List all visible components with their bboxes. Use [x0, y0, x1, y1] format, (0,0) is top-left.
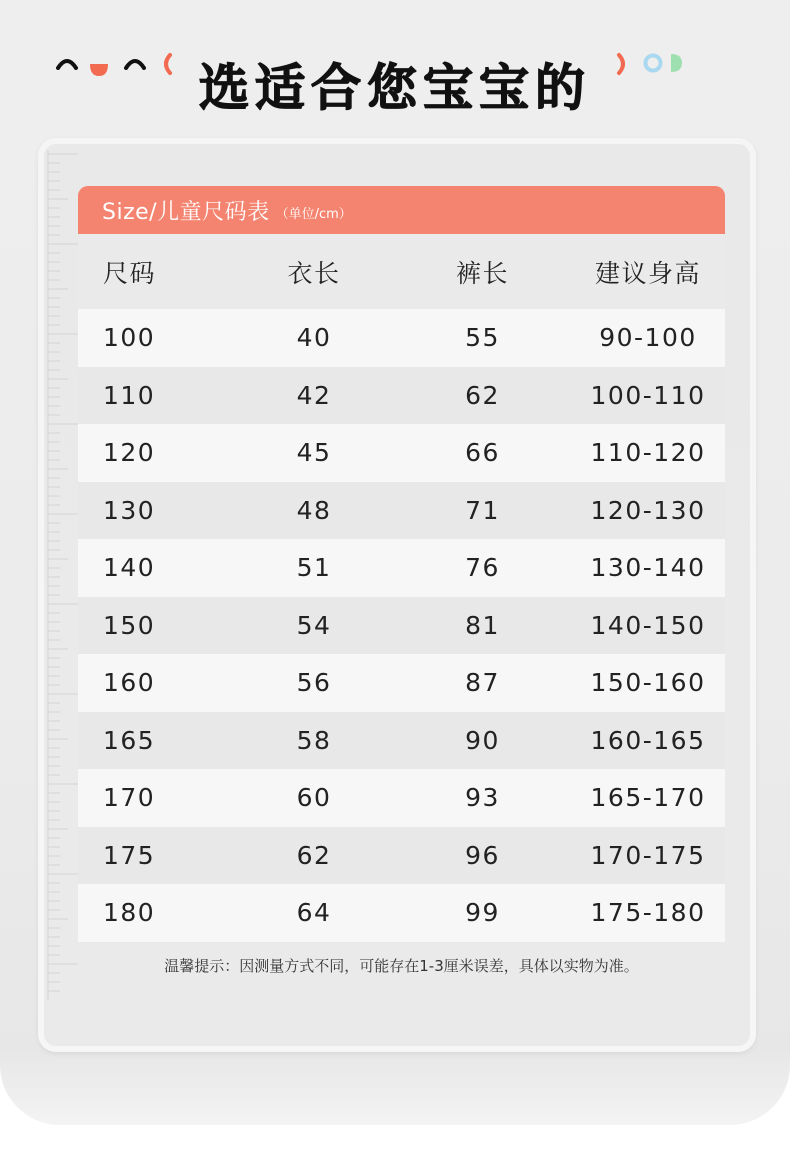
table-header-row — [78, 234, 725, 309]
cell-size: 120 — [103, 438, 156, 468]
cell-pants-length: 55 — [465, 323, 500, 353]
cell-pants-length: 87 — [465, 668, 500, 698]
column-header-top-length: 衣长 — [287, 258, 341, 288]
cell-size: 150 — [103, 610, 156, 640]
cell-top-length: 58 — [296, 725, 332, 755]
table-row — [78, 367, 725, 425]
cell-pants-length: 93 — [465, 783, 500, 813]
table-row — [78, 539, 725, 597]
cell-pants-length: 62 — [465, 380, 500, 410]
cell-top-length: 62 — [296, 840, 332, 870]
half-circle-icon — [668, 52, 684, 74]
table-row — [78, 309, 725, 367]
table-row — [78, 424, 725, 482]
cell-height: 175-180 — [590, 898, 706, 928]
table-row — [78, 769, 725, 827]
cell-top-length: 60 — [296, 783, 332, 813]
cell-top-length: 42 — [296, 380, 332, 410]
cell-top-length: 56 — [296, 668, 332, 698]
cell-size: 110 — [103, 380, 156, 410]
column-header-height: 建议身高 — [594, 258, 701, 288]
table-title-bar — [78, 186, 725, 234]
cell-pants-length: 66 — [465, 438, 500, 468]
cell-height: 160-165 — [590, 725, 706, 755]
page-title: 选适合您宝宝的 — [199, 59, 591, 117]
cell-size: 100 — [103, 323, 156, 353]
cell-size: 180 — [103, 898, 156, 928]
cell-height: 110-120 — [590, 438, 706, 468]
cell-top-length: 40 — [296, 323, 332, 353]
cell-size: 130 — [103, 495, 156, 525]
cell-height: 140-150 — [590, 610, 706, 640]
measurement-note: 温馨提示：因测量方式不同，可能存在1-3厘米误差，具体以实物为准。 — [164, 957, 639, 975]
cell-pants-length: 81 — [465, 610, 500, 640]
table-body — [78, 234, 725, 942]
circle-icon — [642, 52, 664, 74]
table-row — [78, 597, 725, 655]
cell-size: 175 — [103, 840, 156, 870]
cell-pants-length: 71 — [465, 495, 500, 525]
table-row — [78, 884, 725, 942]
cell-top-length: 64 — [296, 898, 332, 928]
table-title: Size/儿童尺码表 — [102, 199, 270, 225]
column-header-pants-length: 裤长 — [455, 258, 509, 288]
cell-pants-length: 76 — [465, 553, 500, 583]
cell-pants-length: 90 — [465, 725, 500, 755]
cell-top-length: 54 — [296, 610, 332, 640]
column-header-size: 尺码 — [103, 258, 157, 288]
cell-top-length: 51 — [296, 553, 332, 583]
table-row — [78, 482, 725, 540]
cell-size: 170 — [103, 783, 156, 813]
cell-height: 150-160 — [590, 668, 706, 698]
cell-height: 100-110 — [590, 380, 706, 410]
table-row — [78, 827, 725, 885]
cell-height: 90-100 — [599, 323, 697, 353]
bracket-right-icon — [615, 52, 631, 76]
cell-height: 120-130 — [590, 495, 706, 525]
cell-top-length: 45 — [296, 438, 332, 468]
table-row — [78, 712, 725, 770]
ruler-decoration — [42, 150, 78, 1000]
table-row — [78, 654, 725, 712]
cell-size: 160 — [103, 668, 156, 698]
cell-height: 130-140 — [590, 553, 706, 583]
header — [0, 30, 790, 120]
table-unit: （单位/cm） — [275, 206, 352, 222]
size-table — [78, 186, 725, 942]
cell-size: 165 — [103, 725, 156, 755]
cell-size: 140 — [103, 553, 156, 583]
cell-pants-length: 99 — [465, 898, 500, 928]
cell-height: 165-170 — [590, 783, 706, 813]
cell-top-length: 48 — [296, 495, 332, 525]
cell-height: 170-175 — [590, 840, 706, 870]
cell-pants-length: 96 — [465, 840, 500, 870]
